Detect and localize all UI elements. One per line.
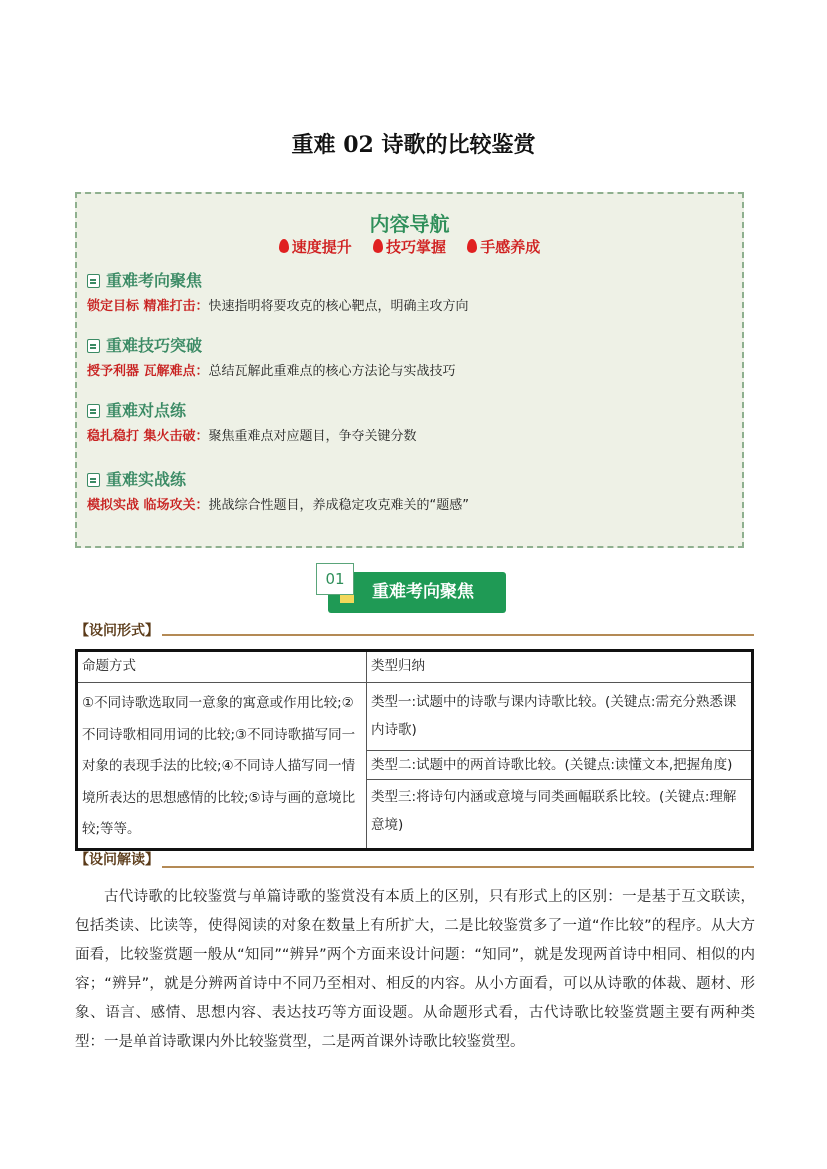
nav-heading: 内容导航: [369, 212, 450, 236]
table-cell-type-2: 类型二:试题中的两首诗歌比较。(关键点:读懂文本,把握角度): [371, 757, 733, 773]
nav-tag-skill: 技巧掌握: [373, 238, 446, 256]
nav-section-highlight: 模拟实战 临场攻关：: [87, 498, 209, 513]
nav-section-desc: 挑战综合性题目，养成稳定攻克难关的“题感”: [208, 498, 470, 513]
interpretation-section-heading: 【设问解读】: [75, 852, 159, 868]
nav-section-title: 重难对点练: [106, 401, 187, 420]
nav-section-skill: [87, 335, 727, 381]
nav-tags: [77, 236, 742, 257]
flame-icon: [467, 239, 477, 253]
table-cell-type-1: 类型一:试题中的诗歌与课内诗歌比较。(关键点:需充分熟悉课内诗歌): [371, 694, 737, 738]
nav-section-desc: 总结瓦解此重难点的核心方法论与实战技巧: [208, 364, 456, 379]
table-cell-methods: ①不同诗歌选取同一意象的寓意或作用比较;②不同诗歌相同用词的比较;③不同诗歌描写同一对象的表现手法的比较;④不同诗人描写同一情境所表达的思想感情的比较;⑤诗与画的意境比较;等等。: [82, 695, 356, 837]
question-form-table: [75, 649, 754, 851]
document-icon: [87, 404, 100, 418]
form-section-rule: [162, 634, 754, 636]
page-title: 重难 02 诗歌的比较鉴赏: [291, 132, 536, 158]
nav-section-practice: [87, 400, 727, 446]
badge-number: 01: [316, 563, 354, 595]
section-badge: [316, 563, 506, 613]
table-header-method: 命题方式: [82, 658, 136, 674]
nav-section-title: 重难考向聚焦: [106, 271, 203, 290]
nav-section-title: 重难实战练: [106, 470, 187, 489]
nav-section-title: 重难技巧突破: [106, 336, 203, 355]
nav-section-highlight: 锁定目标 精准打击：: [87, 299, 209, 314]
nav-section-desc: 快速指明将要攻克的核心靶点，明确主攻方向: [208, 299, 469, 314]
flame-icon: [373, 239, 383, 253]
document-icon: [87, 473, 100, 487]
table-cell-type-3: 类型三:将诗句内涵或意境与同类画幅联系比较。(关键点:理解意境): [371, 789, 737, 833]
nav-tag-feel: 手感养成: [467, 238, 540, 256]
nav-section-highlight: 授予利器 瓦解难点：: [87, 364, 209, 379]
document-icon: [87, 339, 100, 353]
form-section-heading: 【设问形式】: [75, 623, 159, 639]
badge-label: 重难考向聚焦: [372, 582, 474, 602]
nav-section-highlight: 稳扎稳打 集火击破：: [87, 429, 209, 444]
nav-section-desc: 聚焦重难点对应题目，争夺关键分数: [208, 429, 417, 444]
nav-tag-speed: 速度提升: [279, 238, 352, 256]
nav-section-combat: [87, 469, 727, 515]
interpretation-paragraph: 古代诗歌的比较鉴赏与单篇诗歌的鉴赏没有本质上的区别，只有形式上的区别：一是基于互文联读，包括类读、比读等，使得阅读的对象在数量上有所扩大，二是比较鉴赏多了一道“作比较”的程序。从大方面看，比较鉴赏题一般从“知同”“辨异”两个方面来设计问题：“知同”，就是发现两首诗中相同、相似的内容；“辨异”，就是分辨两首诗中不同乃至相对、相反的内容。从小方面看，可以从诗歌的体裁、题材、形象、语言、感情、思想内容、表达技巧等方面设题。从命题形式看，古代诗歌比较鉴赏题主要有两种类型：一是单首诗歌课内外比较鉴赏型，二是两首课外诗歌比较鉴赏型。: [75, 889, 755, 1050]
document-icon: [87, 274, 100, 288]
nav-section-focus: [87, 270, 727, 316]
content-navigation-box: [75, 192, 744, 548]
table-header-type: 类型归纳: [371, 658, 425, 674]
flame-icon: [279, 239, 289, 253]
interpretation-section-rule: [162, 866, 754, 868]
